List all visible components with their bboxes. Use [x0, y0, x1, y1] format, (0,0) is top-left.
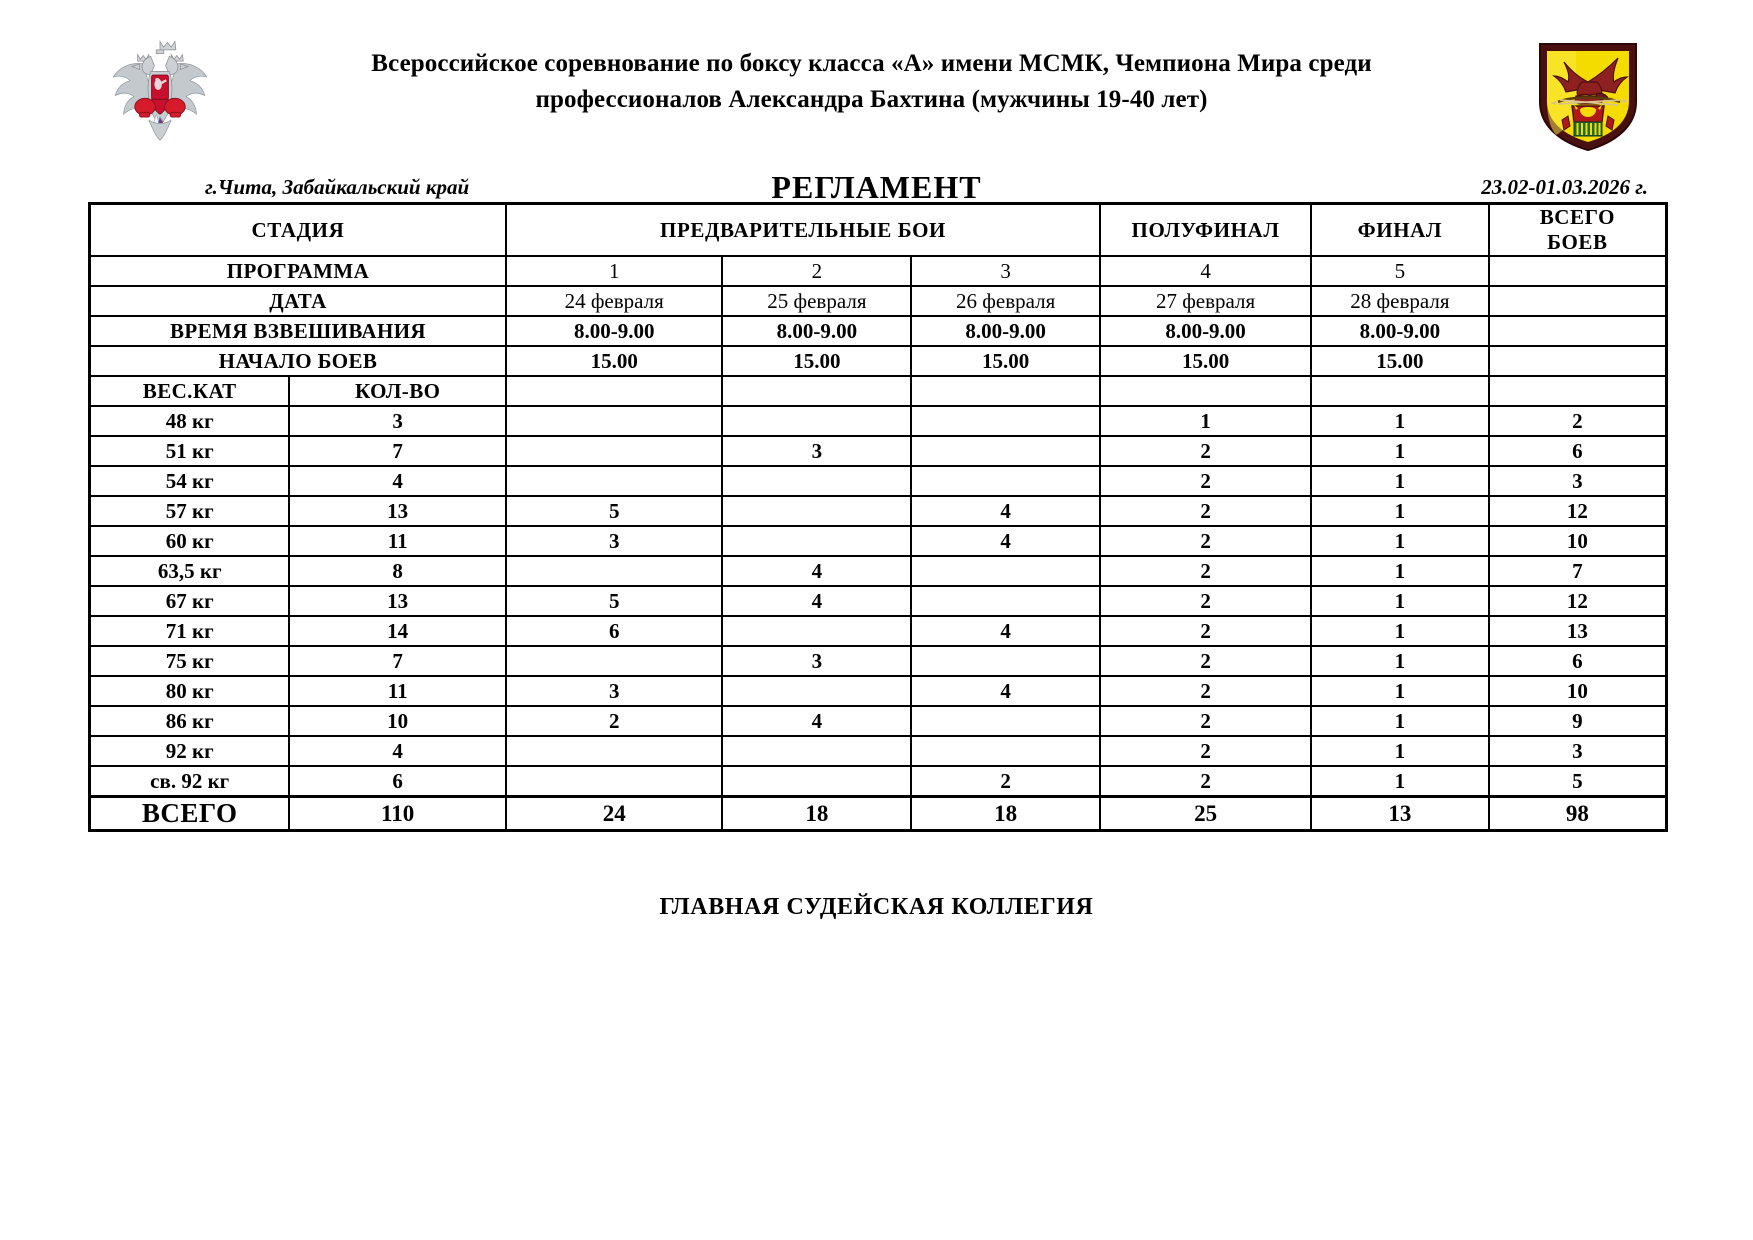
quantity: 4	[289, 466, 506, 496]
table-row-weighin-time	[90, 316, 1667, 346]
total-bouts: 10	[1489, 676, 1667, 706]
prelim-1: 2	[506, 706, 723, 736]
table-row	[90, 556, 1667, 586]
program-day-4: 4	[1100, 256, 1311, 286]
table-row	[90, 526, 1667, 556]
header-semifinal: ПОЛУФИНАЛ	[1100, 204, 1311, 257]
weight-category: св. 92 кг	[90, 766, 290, 797]
prelim-1	[506, 406, 723, 436]
weight-category: 67 кг	[90, 586, 290, 616]
final: 1	[1311, 526, 1489, 556]
header-quantity: КОЛ-ВО	[289, 376, 506, 406]
table-header-row-columns	[90, 376, 1667, 406]
date-day-5: 28 февраля	[1311, 286, 1489, 316]
table-row	[90, 616, 1667, 646]
header-blank-p3	[911, 376, 1100, 406]
prelim-1	[506, 646, 723, 676]
total-bouts: 6	[1489, 646, 1667, 676]
page-title	[220, 34, 1523, 117]
semifinal: 2	[1100, 466, 1311, 496]
semifinal: 2	[1100, 586, 1311, 616]
quantity: 11	[289, 526, 506, 556]
prelim-1	[506, 466, 723, 496]
total-bouts: 3	[1489, 466, 1667, 496]
final: 1	[1311, 616, 1489, 646]
prelim-2: 4	[722, 586, 911, 616]
totals-final: 13	[1311, 797, 1489, 831]
semifinal: 1	[1100, 406, 1311, 436]
weight-category: 80 кг	[90, 676, 290, 706]
title-line-1: Всероссийское соревнование по боксу класса «А» имени МСМК, Чемпиона Мира среди	[371, 50, 1372, 77]
final: 1	[1311, 676, 1489, 706]
table-row-date	[90, 286, 1667, 316]
semifinal: 2	[1100, 646, 1311, 676]
total-bouts: 2	[1489, 406, 1667, 436]
totals-semifinal: 25	[1100, 797, 1311, 831]
program-day-3: 3	[911, 256, 1100, 286]
title-line-2: профессионалов Александра Бахтина (мужчины 19-40 лет)	[535, 85, 1208, 113]
quantity: 11	[289, 676, 506, 706]
prelim-2	[722, 616, 911, 646]
final: 1	[1311, 706, 1489, 736]
prelim-3: 4	[911, 676, 1100, 706]
final: 1	[1311, 556, 1489, 586]
prelim-3: 2	[911, 766, 1100, 797]
table-row	[90, 496, 1667, 526]
prelim-3	[911, 706, 1100, 736]
final: 1	[1311, 496, 1489, 526]
header-blank-fin	[1311, 376, 1489, 406]
weight-category: 75 кг	[90, 646, 290, 676]
weight-category: 48 кг	[90, 406, 290, 436]
regulation-table-wrapper	[0, 202, 1753, 832]
semifinal: 2	[1100, 526, 1311, 556]
weight-category: 60 кг	[90, 526, 290, 556]
date-total	[1489, 286, 1667, 316]
weighin-day-1: 8.00-9.00	[506, 316, 723, 346]
table-row-totals	[90, 797, 1667, 831]
final: 1	[1311, 466, 1489, 496]
date-day-2: 25 февраля	[722, 286, 911, 316]
table-row-start-time	[90, 346, 1667, 376]
table-row	[90, 646, 1667, 676]
totals-quantity: 110	[289, 797, 506, 831]
prelim-2: 4	[722, 556, 911, 586]
weight-category: 92 кг	[90, 736, 290, 766]
prelim-1: 3	[506, 526, 723, 556]
weight-category: 71 кг	[90, 616, 290, 646]
semifinal: 2	[1100, 736, 1311, 766]
quantity: 3	[289, 406, 506, 436]
final: 1	[1311, 436, 1489, 466]
total-bouts: 7	[1489, 556, 1667, 586]
program-day-2: 2	[722, 256, 911, 286]
semifinal: 2	[1100, 496, 1311, 526]
header-blank-p2	[722, 376, 911, 406]
prelim-2	[722, 496, 911, 526]
weighin-total	[1489, 316, 1667, 346]
table-row	[90, 436, 1667, 466]
zabaykalsky-krai-coat-of-arms	[1523, 34, 1653, 154]
prelim-2	[722, 766, 911, 797]
label-date: ДАТА	[90, 286, 506, 316]
program-total	[1489, 256, 1667, 286]
semifinal: 2	[1100, 676, 1311, 706]
final: 1	[1311, 766, 1489, 797]
header-total-bouts	[1489, 204, 1667, 257]
header-stage: СТАДИЯ	[90, 204, 506, 257]
table-row	[90, 766, 1667, 797]
start-day-3: 15.00	[911, 346, 1100, 376]
prelim-1: 6	[506, 616, 723, 646]
quantity: 14	[289, 616, 506, 646]
weight-category: 86 кг	[90, 706, 290, 736]
semifinal: 2	[1100, 436, 1311, 466]
prelim-2: 3	[722, 646, 911, 676]
prelim-2	[722, 526, 911, 556]
table-row	[90, 706, 1667, 736]
prelim-2	[722, 406, 911, 436]
document-header	[0, 0, 1753, 160]
label-program: ПРОГРАММА	[90, 256, 506, 286]
weighin-day-3: 8.00-9.00	[911, 316, 1100, 346]
prelim-2	[722, 676, 911, 706]
totals-prelim-2: 18	[722, 797, 911, 831]
date-day-3: 26 февраля	[911, 286, 1100, 316]
quantity: 13	[289, 496, 506, 526]
prelim-3	[911, 736, 1100, 766]
city-label: г.Чита, Забайкальский край	[205, 175, 470, 199]
total-bouts: 10	[1489, 526, 1667, 556]
weight-category: 51 кг	[90, 436, 290, 466]
document-title: РЕГЛАМЕНТ	[771, 169, 982, 205]
weight-category: 57 кг	[90, 496, 290, 526]
table-header-row-stage	[90, 204, 1667, 257]
prelim-1: 5	[506, 586, 723, 616]
table-row	[90, 676, 1667, 706]
weighin-day-4: 8.00-9.00	[1100, 316, 1311, 346]
subheader	[0, 160, 1753, 205]
header-blank-total	[1489, 376, 1667, 406]
total-bouts: 5	[1489, 766, 1667, 797]
header-preliminary: ПРЕДВАРИТЕЛЬНЫЕ БОИ	[506, 204, 1100, 257]
final: 1	[1311, 406, 1489, 436]
prelim-3: 4	[911, 496, 1100, 526]
total-bouts: 6	[1489, 436, 1667, 466]
weight-category: 63,5 кг	[90, 556, 290, 586]
program-day-5: 5	[1311, 256, 1489, 286]
quantity: 7	[289, 646, 506, 676]
weight-category: 54 кг	[90, 466, 290, 496]
header-final: ФИНАЛ	[1311, 204, 1489, 257]
total-bouts: 3	[1489, 736, 1667, 766]
regulation-table	[88, 202, 1668, 832]
label-start-time: НАЧАЛО БОЕВ	[90, 346, 506, 376]
header-total-bouts-line1: ВСЕГО	[1539, 205, 1616, 229]
prelim-1	[506, 736, 723, 766]
header-blank-sf	[1100, 376, 1311, 406]
quantity: 4	[289, 736, 506, 766]
russian-ministry-of-sport-eagle-emblem	[100, 34, 220, 146]
header-total-bouts-line2: БОЕВ	[1547, 230, 1608, 254]
header-blank-p1	[506, 376, 723, 406]
prelim-1: 5	[506, 496, 723, 526]
weighin-day-2: 8.00-9.00	[722, 316, 911, 346]
quantity: 7	[289, 436, 506, 466]
prelim-1	[506, 766, 723, 797]
date-range: 23.02-01.03.2026 г.	[1481, 175, 1648, 199]
prelim-3	[911, 466, 1100, 496]
prelim-2	[722, 466, 911, 496]
final: 1	[1311, 586, 1489, 616]
totals-label: ВСЕГО	[90, 797, 290, 831]
semifinal: 2	[1100, 556, 1311, 586]
quantity: 8	[289, 556, 506, 586]
prelim-1	[506, 556, 723, 586]
prelim-2: 4	[722, 706, 911, 736]
table-row	[90, 736, 1667, 766]
prelim-3	[911, 406, 1100, 436]
table-row	[90, 586, 1667, 616]
prelim-3: 4	[911, 616, 1100, 646]
semifinal: 2	[1100, 706, 1311, 736]
weighin-day-5: 8.00-9.00	[1311, 316, 1489, 346]
prelim-3	[911, 436, 1100, 466]
totals-prelim-3: 18	[911, 797, 1100, 831]
program-day-1: 1	[506, 256, 723, 286]
prelim-1: 3	[506, 676, 723, 706]
quantity: 13	[289, 586, 506, 616]
prelim-1	[506, 436, 723, 466]
semifinal: 2	[1100, 616, 1311, 646]
prelim-3	[911, 586, 1100, 616]
total-bouts: 12	[1489, 586, 1667, 616]
total-bouts: 12	[1489, 496, 1667, 526]
start-total	[1489, 346, 1667, 376]
final: 1	[1311, 736, 1489, 766]
prelim-3	[911, 646, 1100, 676]
quantity: 6	[289, 766, 506, 797]
footer-signature: ГЛАВНАЯ СУДЕЙСКАЯ КОЛЛЕГИЯ	[659, 894, 1094, 920]
date-day-4: 27 февраля	[1100, 286, 1311, 316]
start-day-4: 15.00	[1100, 346, 1311, 376]
start-day-5: 15.00	[1311, 346, 1489, 376]
header-weight-category: ВЕС.КАТ	[90, 376, 290, 406]
prelim-3	[911, 556, 1100, 586]
table-row	[90, 406, 1667, 436]
totals-total-bouts: 98	[1489, 797, 1667, 831]
totals-prelim-1: 24	[506, 797, 723, 831]
start-day-1: 15.00	[506, 346, 723, 376]
prelim-2	[722, 736, 911, 766]
prelim-2: 3	[722, 436, 911, 466]
semifinal: 2	[1100, 766, 1311, 797]
date-day-1: 24 февраля	[506, 286, 723, 316]
prelim-3: 4	[911, 526, 1100, 556]
table-row-program	[90, 256, 1667, 286]
start-day-2: 15.00	[722, 346, 911, 376]
table-row	[90, 466, 1667, 496]
label-weighin-time: ВРЕМЯ ВЗВЕШИВАНИЯ	[90, 316, 506, 346]
total-bouts: 9	[1489, 706, 1667, 736]
final: 1	[1311, 646, 1489, 676]
quantity: 10	[289, 706, 506, 736]
total-bouts: 13	[1489, 616, 1667, 646]
